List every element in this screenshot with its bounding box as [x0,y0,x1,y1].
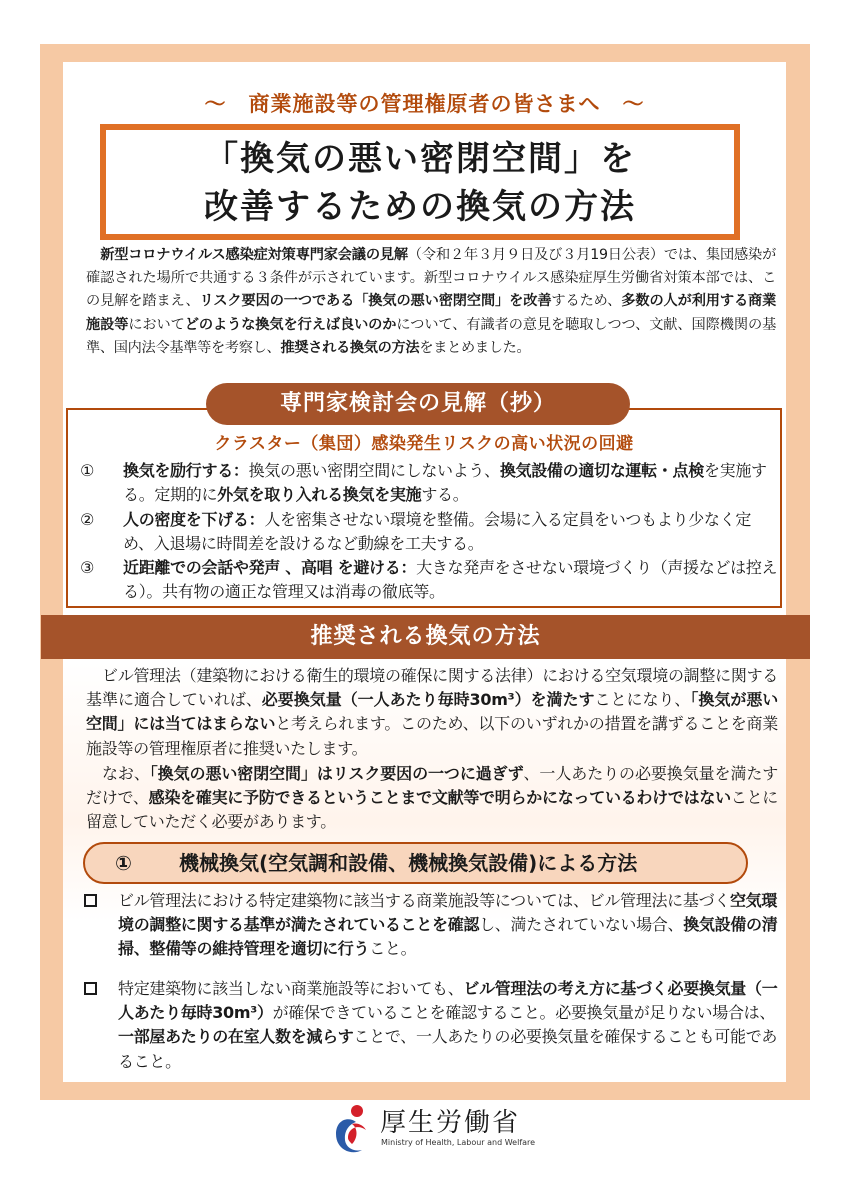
bullet-plain: 特定建築物に該当しない商業施設等においても、 [118,979,464,998]
item-bold: 外気を取り入れる換気を実施 [217,485,422,504]
recommended-paragraph [86,664,778,761]
item-plain: する。 [421,485,469,504]
audience-subtitle: ～ 商業施設等の管理権原者の皆さまへ ～ [204,92,645,116]
item-plain: 換気の悪い密閉空間 [248,461,390,480]
method-bullet [80,889,780,962]
item-plain: を実施する。定期的に [123,461,767,504]
item-number: ③ [80,558,95,577]
intro-paragraph [86,244,776,360]
square-bullet-icon [84,894,97,907]
mhlw-logo-icon [328,1100,372,1154]
bullet-plain: が確保できていることを確認すること。必要換気量が足りない場合は、 [272,1003,776,1023]
bullet-text [118,977,780,1074]
item-text [123,508,780,556]
item-plain: にしないよう、 [389,461,500,480]
ministry-name: 厚生労働省 [380,1108,521,1138]
bullet-bold: 空気環境の調整に関する基準が満たされていることを確認 [118,891,778,935]
bullet-bold: ビル管理法の考え方に基づく必要換気量（一人あたり毎時30m³） [118,979,778,1023]
bullet-bold: 一部屋あたりの在室人数を減らす [118,1027,354,1047]
bullet-bold: 換気設備の清掃、整備等の維持管理を適切に行う [118,915,778,959]
expert-item [80,556,780,604]
bullet-text [118,889,780,962]
title-line-1: 「換気の悪い密閉空間」を [204,139,636,179]
method-number: ① [115,851,132,875]
intro-bold: 推奨される換気の方法 [280,339,420,356]
method-1-heading [83,842,748,884]
intro-text: （令和２年３月９日及び３月19日公表）では、集団感染が確認された場所で共通する３条件が示されています。新型コロナウイルス感染症厚生労働省対策本部では、この見解を踏まえ、 [86,247,776,310]
intro-bold: 新型コロナウイルス感染症対策専門家会議の見解 [100,247,408,263]
item-bold: 人の密度を下げる： [123,510,265,529]
item-text [123,459,780,507]
expert-item [80,459,780,507]
expert-opinion-subheading: クラスター（集団）感染発生リスクの高い状況の回避 [214,434,634,454]
intro-bold: どのような換気を行えば良いのか [184,316,397,333]
item-plain: 人を密集させない環境を整備。会場に入る定員をいつもより少なく定め、入退場に時間差を設けるなど動線を工夫する。 [123,510,752,553]
item-bold: 近距離での会話や発声 、高唱 を避ける： [123,558,417,577]
item-number: ② [80,510,95,529]
intro-text: について、有識者の意見を聴取しつつ、文献、国際機関の基準、国内法令基準等を考察し、 [86,316,776,356]
ministry-logo [328,1100,536,1156]
square-bullet-icon [84,982,97,995]
para-text: と考えられます。このため、以下のいずれかの措置を講ずることを商業施設等の管理権原者に推奨いたします。 [86,714,779,758]
intro-text: をまとめました。 [419,339,531,356]
bullet-plain: こと。 [369,939,417,959]
ministry-name-en: Ministry of Health, Labour and Welfare [381,1138,536,1147]
expert-item [80,508,780,556]
bullet-plain: ビル管理法における特定建築物に該当する商業施設等については、ビル管理法に基づく [118,891,730,910]
item-bold: 換気を励行する： [123,461,249,480]
method-bullet [80,977,780,1074]
recommended-paragraph [86,762,778,835]
bullet-plain: ことで、一人あたりの必要換気量を確保することも可能であること。 [118,1027,778,1071]
para-bold: 必要換気量（一人あたり毎時30m³）を満たす [261,690,595,710]
item-number: ① [80,461,95,480]
para-bold: 感染を確実に予防できるということまで文献等で明らかになっているわけではない [148,788,731,808]
para-bold: 「換気の悪い密閉空間」はリスク要因の一つに過ぎず [149,764,524,783]
recommended-method-heading: 推奨される換気の方法 [41,615,810,659]
para-text: 、一人あたりの必要換気量を満たすだけで、 [86,764,779,808]
intro-bold: 多数の人が利用する商業施設等 [86,293,777,333]
para-text: ことになり、 [594,690,691,710]
para-text: ビル管理法（建築物における衛生的環境の確保に関する法律）における空気環境の調整に関する基準に適合していれば、 [86,666,778,710]
item-plain: 大きな発声をさせない環境づくり（声援などは控える）。共有物の適正な管理又は消毒の徹底等。 [123,558,778,601]
intro-bold: リスク要因の一つである「換気の悪い密閉空間」を改善 [199,293,552,310]
intro-text: において [128,316,185,333]
title-box [100,124,740,240]
item-bold: 換気設備の適切な運転・点検 [499,461,704,480]
intro-text: するため、 [551,293,622,310]
expert-opinion-heading: 専門家検討会の見解（抄） [206,383,630,425]
para-text: なお、 [102,764,150,783]
title-line-2: 改善するための換気の方法 [204,187,636,227]
bullet-plain: し、満たされていない場合、 [479,915,684,935]
method-title: 機械換気(空気調和設備、機械換気設備)による方法 [179,851,638,875]
para-bold: 「換気が悪い空間」には当てはまらない [86,690,778,734]
item-text [123,556,780,604]
para-text: ことに留意していただく必要があります。 [86,788,778,832]
